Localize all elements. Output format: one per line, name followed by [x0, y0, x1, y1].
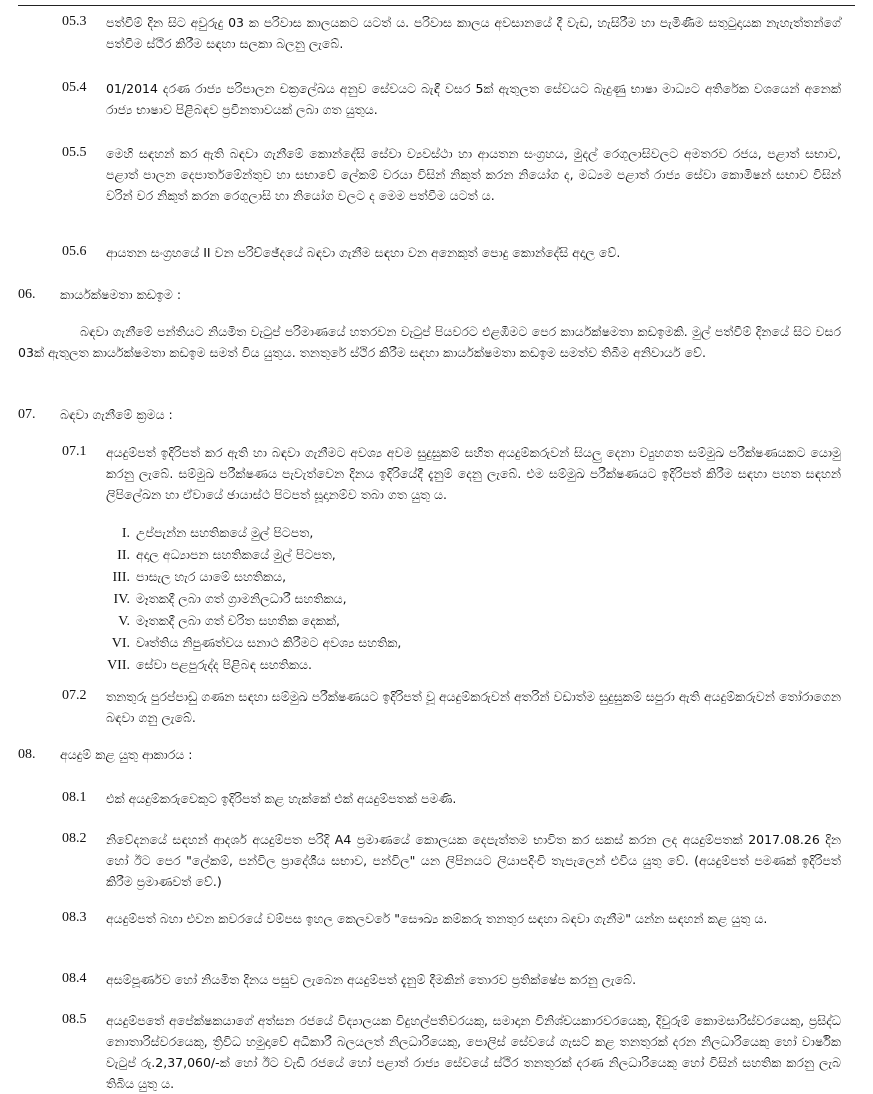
section-heading: කාර්යක්ෂමතා කඩඉම : [60, 287, 182, 302]
section-heading: බඳවා ගැනීමේ ක්‍රමය : [60, 407, 173, 422]
section-text: බඳවා ගැනීමේ පන්තියට නියමිත වැටුප් පරිමාණයේ හතරවන වැටුප් පියවරට එළඹීමට පෙර කාර්යක්ෂමතා කඩඉමකි. මුල් පත්වීම් දිනයේ සිට වසර 03ක් ඇතුලත කාර්යක්ෂමතා කඩඉම සමත් විය යුතුය. තනතුරේ ස්ථිර කිරීම සඳහා කාර්යක්ෂමතා කඩඉම සමත්ව තිබීම අනිවාර්ය වේ. [18, 324, 841, 360]
section-text: මෙහි සඳහන් කර ඇති බඳවා ගැනීමේ කොන්දේසි සේවා ව්‍යවස්ථා හා ආයතන සංග්‍රහය, මුදල් රෙගුලාසිවලට අමතරව රජය, පළාත් සභාව, පළාත් පාලන දෙපාර්තමේන්තුව හා සභාවේ ලේකම් වරයා විසින් නිකුත් කරන නියෝග ද, මධ්‍යම පළාත් රාජ්‍ය සේවා කොමිෂන් සභාව විසින් වරින් වර නිකුත් කරන රෙගුලාසි හා නියෝග වලට ද මෙම පත්වීම යටත් ය. [106, 146, 841, 203]
section-number: 08. [18, 747, 36, 762]
section-text: පත්වීම් දින සිට අවුරුදු 03 ක පරිවාස කාලයකට යටත් ය. පරිවාස කාලය අවසානයේ දී වැඩ, හැසිරීම හා පැමිණීම සතුටුදායක නැහැත්තන්ගේ පත්වීම ස්ථිර කිරීම සඳහා සලකා බලනු ලැබේ. [106, 15, 841, 51]
section-number: 08.2 [62, 831, 87, 846]
section-number: 08.5 [62, 1012, 87, 1027]
section-text: තනතුරු පුරප්පාඩු ගණන සඳහා සම්මුඛ පරීක්ෂණයට ඉදිරිපත් වූ අයදුම්කරුවන් අතරින් වඩාත්ම සුදුසුකම් සපුරා ඇති අයදුම්කරුවන් තෝරාගෙන බඳවා ගනු ලැබේ. [106, 689, 841, 725]
list-item: IV. මෑතකදී ලබා ගත් ග්‍රාමනිලධාරී සහතිකය, [113, 591, 347, 607]
section-number: 08.4 [62, 971, 87, 986]
list-item: I. උප්පැන්න සහතිකයේ මුල් පිටපත, [121, 525, 314, 541]
section-text: අයදුම්පත් බහා එවන කවරයේ වම්පස ඉහල කෙලවරේ "සෞඛ්‍ය කම්කරු තනතුර සඳහා බඳවා ගැනීම" යන්න සඳහන් කළ යුතු ය. [106, 911, 768, 926]
section-number: 07. [18, 407, 36, 422]
section-number: 06. [18, 287, 36, 302]
list-item: III. පාසැල හැර යාමේ සහතිකය, [112, 569, 287, 585]
section-number: 08.3 [62, 910, 87, 925]
list-item: V. මෑතකදී ලබා ගත් චරිත සහතික දෙකක්, [118, 613, 341, 629]
section-number: 05.5 [62, 145, 87, 160]
document-list [100, 522, 401, 676]
section-text: එක් අයදුම්කරුවෙකුට ඉදිරිපත් කළ හැක්කේ එක් අයදුම්පතක් පමණි. [106, 791, 457, 806]
section-number: 05.4 [62, 80, 87, 95]
section-number: 07.1 [62, 444, 87, 459]
section-text: අසම්පූර්ණව හෝ නියමිත දිනය පසුව ලැබෙන අයදුම්පත් දැනුම් දීමකින් තොරව ප්‍රතික්ෂේප කරනු ලැබේ. [106, 972, 637, 987]
section-text: අයදුම්පත් ඉදිරිපත් කර ඇති හා බඳවා ගැනීමට අවශ්‍ය අවම සුදුසුකම් සහිත අයදුම්කරුවන් සියලු දෙනා ව්‍යුහගත සම්මුඛ පරීක්ෂණයකට යොමු කරනු ලැබේ. සම්මුඛ පරීක්ෂණය පැවැත්වෙන දිනය ඉදිරියේදී දැනුම් දෙනු ලැබේ. එම සම්මුඛ පරීක්ෂණයට ඉදිරිපත් කිරීම සඳහා පහත සඳහන් ලිපිලේඛන හා ඒවායේ ඡායාස්ථ පිටපත් සූදානම්ව තබා ගත යුතු ය. [106, 445, 841, 502]
section-number: 07.2 [62, 688, 87, 703]
section-number: 05.6 [62, 244, 87, 259]
list-item: VII. සේවා පළපුරුද්ද පිළිබඳ සහතිකය. [107, 657, 312, 673]
section-text: 01/2014 දරණ රාජ්‍ය පරිපාලන චක්‍රලේඛය අනුව සේවයට බැඳී වසර 5ක් ඇතුලත සේවයට බැදුණු භාෂා මාධ්‍යට අතිරේක වශයෙන් අනෙක් රාජ්‍ය භාෂාව පිළිබඳව ප්‍රවීනතාවයක් ලබා ගත යුතුය. [106, 81, 841, 117]
section-number: 05.3 [62, 14, 87, 29]
section-number: 08.1 [62, 790, 87, 805]
section-heading: අයදුම් කළ යුතු ආකාරය : [60, 747, 193, 762]
top-rule [18, 5, 855, 6]
section-text: නිවේදනයේ සඳහන් ආදර්ශ අයදුම්පත පරිදි A4 ප්‍රමාණයේ කොලයක දෙපැත්තම භාවිත කර සකස් කරන ලද අයදුම්පතක් 2017.08.26 දින හෝ ඊට පෙර "ලේකම්, පන්විල ප්‍රාදේශීය සභාව, පන්විල" යන ලිපිනයට ලියාපදිංචි තැපැලෙන් එවිය යුතු වේ. (අයදුම්පත් පමණක් ඉදිරිපත් කිරීම ප්‍රමාණවත් වේ.) [106, 832, 841, 889]
section-text: ආයතන සංග්‍රහයේ II වන පරිච්ඡේදයේ බඳවා ගැනීම සඳහා වන අනෙකුත් පොදු කොන්දේසි අදාල වේ. [106, 245, 621, 260]
list-item: VI. වෘත්තිය නිපුණත්වය සනාථ කිරීමට අවශ්‍ය සහතික, [111, 635, 402, 651]
section-text: අයදුම්පතේ අපේක්ෂකයාගේ අත්සන රජයේ විද්‍යාලයක විදුහල්පතිවරයකු, සමාදාන විනිශ්චයකාරවරයෙකු, දිවුරුම් කොමසාරිස්වරයෙකු, ප්‍රසිද්ධ නොතාරිස්වරයෙකු, ත්‍රිවිධ හමුදාවේ අධිකාරී බලයලත් නිලධාරියෙකු, පොලිස් සේවයේ ගැසට් කළ තනතුරක් දරන නිලධාරියෙකු හෝ වාර්ෂික වැටුප් රු.2,37,060/-ක් හෝ ඊට වැඩි රජයේ හෝ පළාත් රාජ්‍ය සේවයේ ස්ථිර තනතුරක් දරණ නිලධාරියෙකු හෝ විසින් සහතික කරනු ලැබ තිබිය යුතු ය. [106, 1013, 841, 1091]
list-item: II. අදාල අධ්‍යාපන සහතිකයේ මුල් පිටපත, [117, 547, 336, 563]
